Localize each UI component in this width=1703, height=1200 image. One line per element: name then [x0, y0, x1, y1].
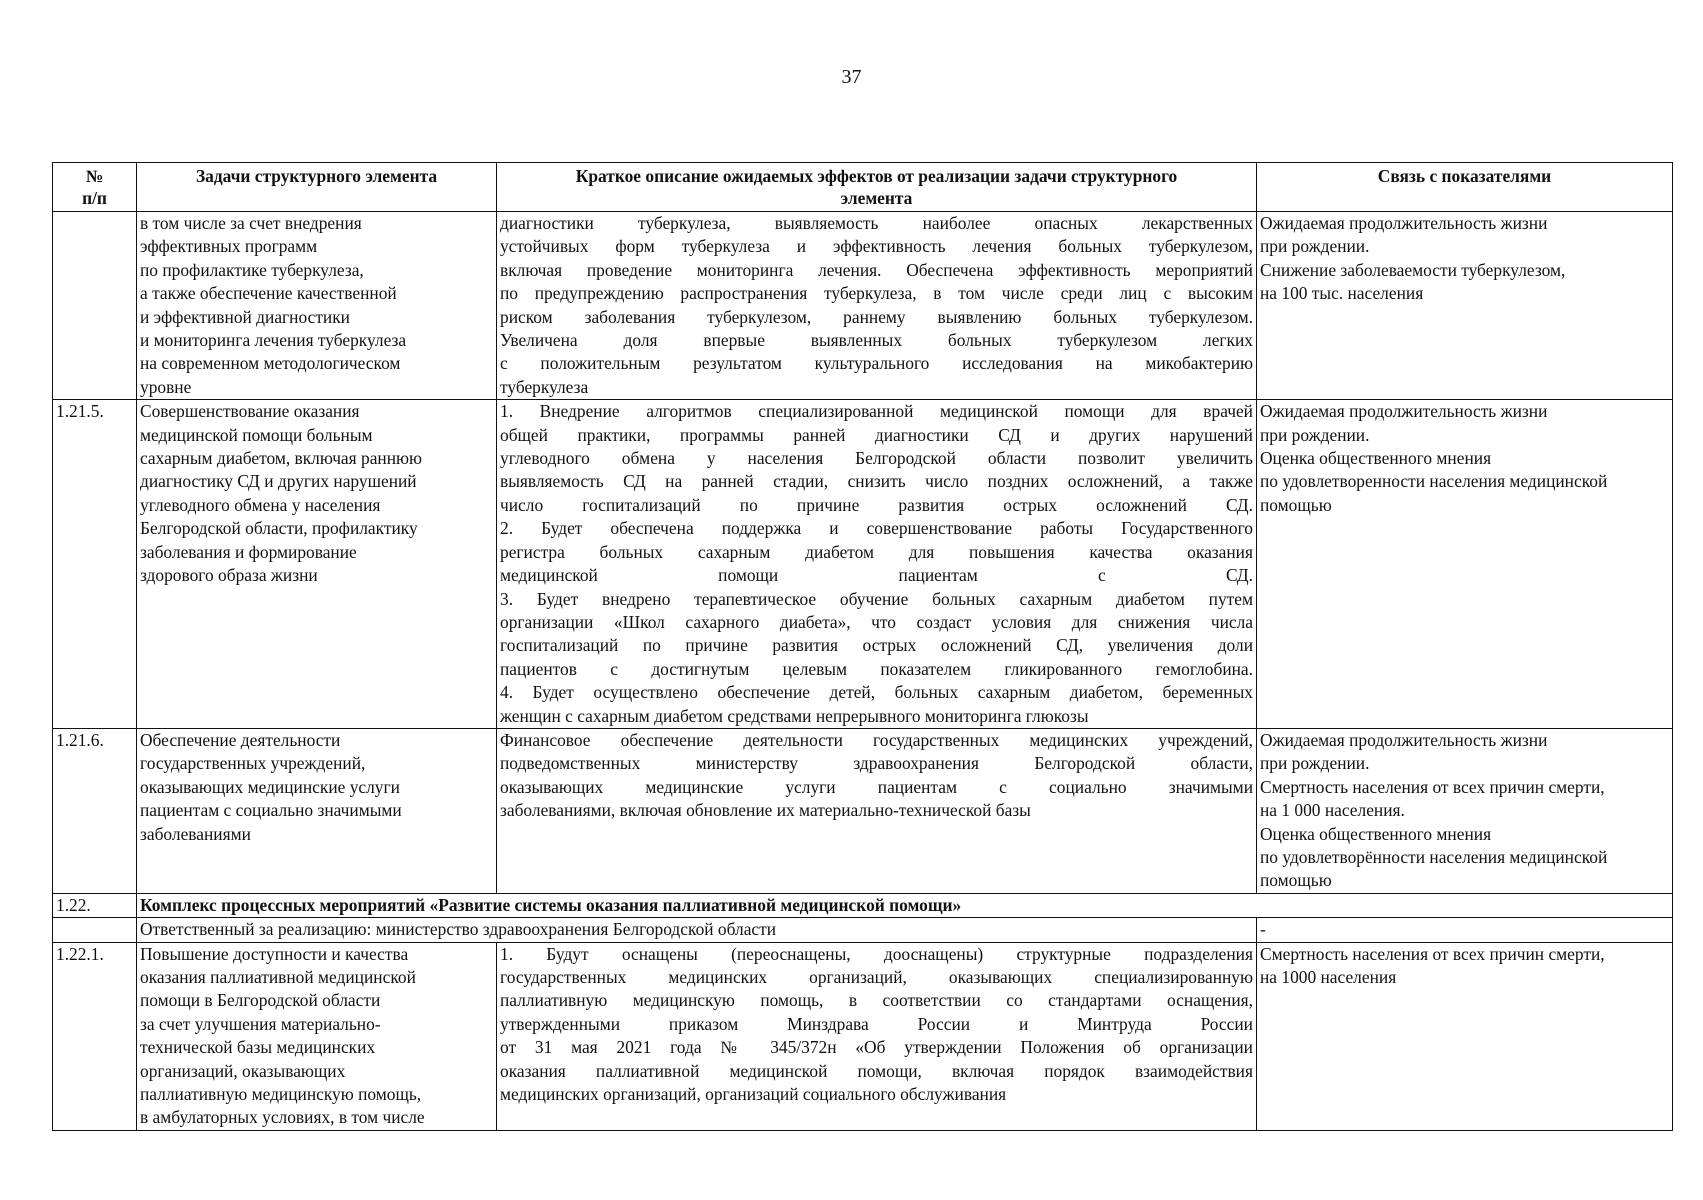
- cell-line: заболевания и формирование: [140, 541, 357, 562]
- header-link: Связь с показателями: [1257, 163, 1673, 212]
- cell-line: Совершенствование оказания: [140, 401, 360, 422]
- cell-line: риском заболевания туберкулезом, раннему выявлению больных туберкулезом.: [500, 306, 1253, 327]
- cell-line: Снижение заболеваемости туберкулезом,: [1260, 259, 1566, 280]
- responsible-text: Ответственный за реализацию: министерство здравоохранения Белгородской области: [137, 918, 1257, 942]
- cell-line: оказания паллиативной медицинской: [140, 967, 416, 987]
- cell-line: в амбулаторных условиях, в том числе: [140, 1107, 425, 1128]
- table-row: [53, 212, 1673, 400]
- cell-line: организации «Школ сахарного диабета», что создаст условия для снижения числа: [500, 611, 1253, 632]
- cell-line: 3. Будет внедрено терапевтическое обучение больных сахарным диабетом путем: [500, 588, 1253, 609]
- cell-line: на современном методологическом: [140, 353, 401, 374]
- cell-line: эффективных программ: [140, 236, 318, 257]
- cell-line: по профилактике туберкулеза,: [140, 259, 364, 280]
- cell-line: Смертность населения от всех причин смерти,: [1260, 776, 1605, 797]
- row-task: [137, 400, 497, 729]
- row-effects: [497, 942, 1257, 1130]
- row-link: [1257, 942, 1673, 1130]
- cell-line: оказания паллиативной медицинской помощи, включая порядок взаимодействия: [500, 1060, 1253, 1081]
- cell-line: в том числе за счет внедрения: [140, 213, 362, 233]
- row-link: [1257, 728, 1673, 893]
- cell-line: на 1 000 населения.: [1260, 800, 1405, 821]
- cell-line: за счет улучшения материально-: [140, 1013, 381, 1034]
- cell-line: подведомственных министерству здравоохранения Белгородской области,: [500, 753, 1253, 774]
- cell-line: диагностику СД и других нарушений: [140, 471, 417, 492]
- cell-line: помощью: [1260, 494, 1332, 515]
- cell-line: 2. Будет обеспечена поддержка и совершенствование работы Государственного: [500, 518, 1253, 539]
- row-effects: [497, 400, 1257, 729]
- cell-line: по удовлетворённости населения медицинской: [1260, 846, 1608, 867]
- cell-line: помощи в Белгородской области: [140, 990, 381, 1011]
- cell-line: медицинской помощи пациентам с СД.: [500, 565, 1253, 586]
- cell-line: заболеваниями: [140, 823, 251, 844]
- cell-line: с положительным результатом культурального исследования на микобактерию: [500, 353, 1253, 374]
- cell-line: Смертность населения от всех причин смерти,: [1260, 943, 1605, 964]
- cell-line: Повышение доступности и качества: [140, 943, 409, 964]
- cell-line: при рождении.: [1260, 753, 1370, 774]
- cell-line: включая проведение мониторинга лечения. Обеспечена эффективность мероприятий: [500, 259, 1253, 280]
- row-task: [137, 942, 497, 1130]
- cell-line: и мониторинга лечения туберкулеза: [140, 330, 407, 351]
- header-effects: [497, 163, 1257, 212]
- cell-line: здорового образа жизни: [140, 565, 318, 586]
- cell-line: пациентам с социально значимыми: [140, 800, 402, 821]
- responsible-num: [53, 918, 137, 942]
- cell-line: Белгородской области, профилактику: [140, 518, 418, 539]
- row-task: [137, 728, 497, 893]
- table-row: [53, 400, 1673, 729]
- section-title: Комплекс процессных мероприятий «Развитие системы оказания паллиативной медицинской помощи»: [137, 893, 1673, 917]
- cell-line: при рождении.: [1260, 424, 1370, 445]
- table-row: [53, 728, 1673, 893]
- cell-line: на 1000 населения: [1260, 967, 1397, 987]
- section-row: [53, 893, 1673, 917]
- cell-line: туберкулеза: [500, 376, 589, 397]
- row-num: 1.21.6.: [53, 728, 137, 893]
- cell-line: технической базы медицинских: [140, 1037, 376, 1058]
- cell-line: углеводного обмена у населения Белгородской области позволит увеличить: [500, 448, 1253, 469]
- cell-line: сахарным диабетом, включая раннюю: [140, 448, 423, 469]
- header-num: [53, 163, 137, 212]
- cell-line: на 100 тыс. населения: [1260, 283, 1424, 304]
- row-num: [53, 212, 137, 400]
- section-num: 1.22.: [53, 893, 137, 917]
- cell-line: Оценка общественного мнения: [1260, 823, 1492, 844]
- cell-line: Оценка общественного мнения: [1260, 448, 1492, 469]
- cell-line: общей практики, программы ранней диагностики СД и других нарушений: [500, 424, 1253, 445]
- cell-line: устойчивых форм туберкулеза и эффективность лечения больных туберкулезом,: [500, 236, 1253, 257]
- header-num-line: №: [85, 166, 104, 186]
- cell-line: 1. Будут оснащены (переоснащены, дооснащены) структурные подразделения: [500, 943, 1253, 964]
- cell-line: Увеличена доля впервые выявленных больных туберкулезом легких: [500, 330, 1253, 351]
- cell-line: и эффективной диагностики: [140, 306, 350, 327]
- cell-line: по предупреждению распространения туберкулеза, в том числе среди лиц с высоким: [500, 283, 1253, 304]
- cell-line: оказывающих медицинские услуги: [140, 776, 400, 797]
- page-number: 37: [841, 66, 862, 88]
- cell-line: Финансовое обеспечение деятельности государственных медицинских учреждений,: [500, 729, 1253, 750]
- cell-line: медицинской помощи больным: [140, 424, 373, 445]
- responsible-link: -: [1257, 918, 1673, 942]
- cell-line: углеводного обмена у населения: [140, 494, 381, 515]
- cell-line: при рождении.: [1260, 236, 1370, 257]
- header-effects-line: Краткое описание ожидаемых эффектов от реализации задачи структурного: [575, 166, 1178, 186]
- cell-line: Ожидаемая продолжительность жизни: [1260, 401, 1548, 422]
- cell-line: заболеваниями, включая обновление их материально-технической базы: [500, 800, 1031, 821]
- cell-line: Ожидаемая продолжительность жизни: [1260, 213, 1548, 233]
- cell-line: государственных медицинских организаций, оказывающих специализированную: [500, 967, 1253, 987]
- cell-line: государственных учреждений,: [140, 753, 366, 774]
- cell-line: регистра больных сахарным диабетом для повышения качества оказания: [500, 541, 1253, 562]
- cell-line: организаций, оказывающих: [140, 1060, 346, 1081]
- cell-line: Обеспечение деятельности: [140, 729, 341, 750]
- cell-line: уровне: [140, 376, 192, 397]
- header-effects-line: элемента: [840, 188, 913, 208]
- row-num: 1.21.5.: [53, 400, 137, 729]
- cell-line: госпитализаций по причине развития острых осложнений СД, увеличения доли: [500, 635, 1253, 656]
- row-task: [137, 212, 497, 400]
- row-link: [1257, 212, 1673, 400]
- cell-line: пациентов с достигнутым целевым показателем гликированного гемоглобина.: [500, 658, 1253, 679]
- cell-line: диагностики туберкулеза, выявляемость наиболее опасных лекарственных: [500, 213, 1253, 233]
- cell-line: 1. Внедрение алгоритмов специализированной медицинской помощи для врачей: [500, 401, 1253, 422]
- table-header-row: [53, 163, 1673, 212]
- cell-line: число госпитализаций по причине развития острых осложнений СД.: [500, 494, 1253, 515]
- responsible-row: [53, 918, 1673, 942]
- header-task: Задачи структурного элемента: [137, 163, 497, 212]
- cell-line: женщин с сахарным диабетом средствами непрерывного мониторинга глюкозы: [500, 705, 1089, 726]
- cell-line: выявляемость СД на ранней стадии, снизить число поздних осложнений, а также: [500, 471, 1253, 492]
- row-effects: [497, 728, 1257, 893]
- cell-line: 4. Будет осуществлено обеспечение детей, больных сахарным диабетом, беременных: [500, 682, 1253, 703]
- table-row: [53, 942, 1673, 1130]
- row-effects: [497, 212, 1257, 400]
- row-num: 1.22.1.: [53, 942, 137, 1130]
- cell-line: паллиативную медицинскую помощь,: [140, 1084, 422, 1105]
- cell-line: помощью: [1260, 870, 1332, 891]
- cell-line: Ожидаемая продолжительность жизни: [1260, 729, 1548, 750]
- cell-line: а также обеспечение качественной: [140, 283, 397, 304]
- cell-line: медицинских организаций, организаций социального обслуживания: [500, 1084, 1007, 1105]
- header-num-line: п/п: [82, 188, 107, 208]
- cell-line: оказывающих медицинские услуги пациентам с социально значимыми: [500, 776, 1253, 797]
- cell-line: по удовлетворенности населения медицинской: [1260, 471, 1608, 492]
- cell-line: паллиативную медицинскую помощь, в соответствии со стандартами оснащения,: [500, 990, 1253, 1011]
- cell-line: утвержденными приказом Минздрава России и Минтруда России: [500, 1013, 1253, 1034]
- row-link: [1257, 400, 1673, 729]
- tasks-table: [52, 162, 1673, 1131]
- cell-line: от 31 мая 2021 года № 345/372н «Об утверждении Положения об организации: [500, 1037, 1253, 1058]
